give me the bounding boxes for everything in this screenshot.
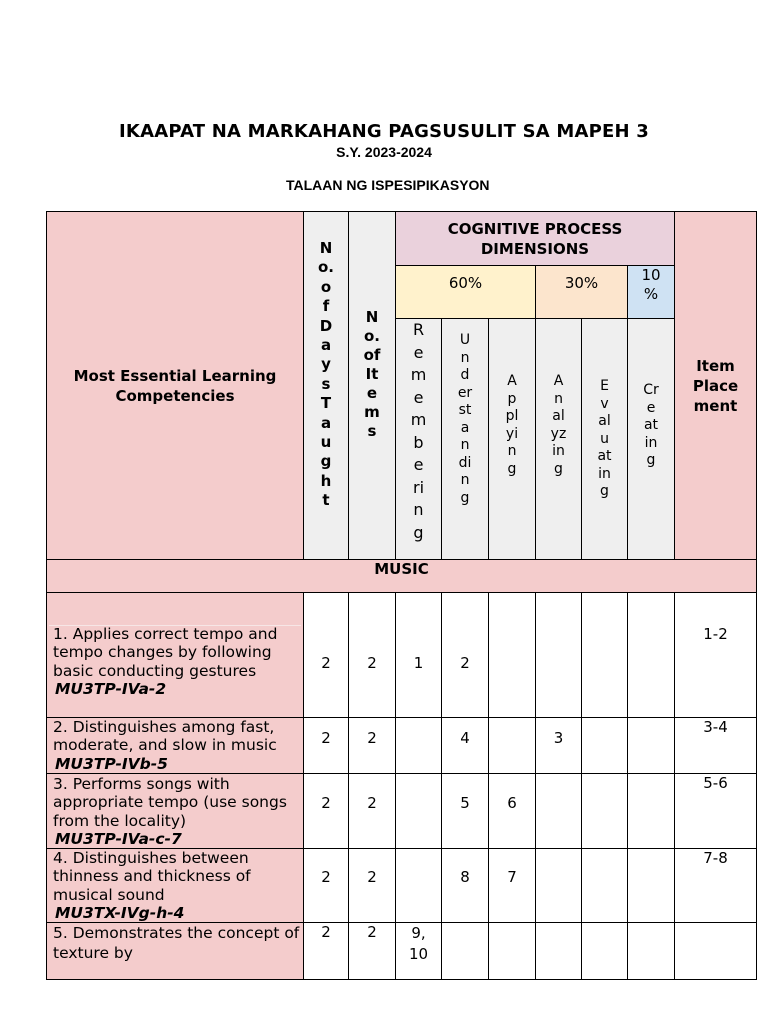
analyzing-value-3 xyxy=(536,774,581,794)
understanding-cell-1 xyxy=(441,592,489,718)
understanding-value-2: 4 xyxy=(460,729,470,747)
header-understanding xyxy=(441,318,489,560)
header-days-taught xyxy=(303,211,349,560)
days-value-4: 2 xyxy=(321,868,331,886)
header-evaluating-label: E v al u at in g xyxy=(597,378,612,499)
remembering-value-1: 1 xyxy=(413,654,424,672)
items-value-2: 2 xyxy=(367,729,377,747)
competency-cell-4 xyxy=(46,848,304,923)
applying-cell-1 xyxy=(488,592,536,718)
creating-value-1 xyxy=(628,593,674,654)
header-days-taught-label: N o. o f D a y s T a u g h t xyxy=(317,239,334,510)
creating-cell-3 xyxy=(627,773,675,849)
placement-value-3: 5-6 xyxy=(703,774,728,792)
evaluating-cell-4 xyxy=(581,848,628,923)
applying-cell-4 xyxy=(488,848,536,923)
competency-cell-5 xyxy=(46,922,304,980)
applying-cell-5 xyxy=(488,922,536,980)
header-evaluating xyxy=(581,318,628,560)
competency-text-4 xyxy=(47,849,303,922)
evaluating-cell-3 xyxy=(581,773,628,849)
document-title: IKAAPAT NA MARKAHANG PAGSUSULIT SA MAPEH 3 xyxy=(119,121,649,142)
competency-text-5 xyxy=(47,923,303,963)
remembering-cell-2 xyxy=(395,717,442,774)
header-no-of-items xyxy=(348,211,396,560)
creating-value-2 xyxy=(628,718,674,729)
evaluating-value-3 xyxy=(582,774,627,794)
analyzing-cell-5 xyxy=(535,922,582,980)
placement-cell-1 xyxy=(674,592,757,718)
competency-text-2 xyxy=(47,718,303,773)
evaluating-cell-1 xyxy=(581,592,628,718)
days-cell-1 xyxy=(303,592,349,718)
header-no-of-items-label: N o. of It e m s xyxy=(363,308,381,440)
evaluating-cell-2 xyxy=(581,717,628,774)
items-value-4: 2 xyxy=(367,868,377,886)
creating-value-4 xyxy=(628,849,674,868)
understanding-cell-2 xyxy=(441,717,489,774)
header-remembering-label: R e m e m b e ri n g xyxy=(410,320,427,542)
header-competencies-label: Most Essential Learning Competencies xyxy=(73,366,277,405)
competency-label-2: 2. Distinguishes among fast, moderate, and slow in music xyxy=(53,718,277,755)
header-creating-label: Cr e at in g xyxy=(643,382,659,468)
competency-cell-2 xyxy=(46,717,304,774)
header-30-percent: 30% xyxy=(535,265,628,319)
days-cell-3 xyxy=(303,773,349,849)
items-value-1: 2 xyxy=(367,654,377,672)
remembering-cell-1 xyxy=(395,592,442,718)
understanding-cell-5 xyxy=(441,922,489,980)
understanding-cell-4 xyxy=(441,848,489,923)
creating-value-3 xyxy=(628,774,674,794)
days-cell-2 xyxy=(303,717,349,774)
items-cell-3 xyxy=(348,773,396,849)
header-applying xyxy=(488,318,536,560)
days-value-3: 2 xyxy=(321,794,331,812)
competency-text-3 xyxy=(47,775,303,848)
days-value-5: 2 xyxy=(321,923,331,941)
understanding-value-4: 8 xyxy=(460,868,470,886)
section-music: MUSIC xyxy=(46,559,757,593)
analyzing-cell-1 xyxy=(535,592,582,718)
remembering-value-4 xyxy=(396,849,441,868)
days-cell-4 xyxy=(303,848,349,923)
analyzing-cell-3 xyxy=(535,773,582,849)
competency-code-2: MU3TP-IVb-5 xyxy=(55,754,168,773)
analyzing-cell-4 xyxy=(535,848,582,923)
header-cognitive-process-label: COGNITIVE PROCESS DIMENSIONS xyxy=(447,219,623,258)
placement-cell-2 xyxy=(674,717,757,774)
applying-value-3: 6 xyxy=(507,794,517,812)
items-cell-1 xyxy=(348,592,396,718)
analyzing-value-1 xyxy=(536,593,581,654)
placement-cell-5 xyxy=(674,922,757,980)
items-cell-4 xyxy=(348,848,396,923)
header-remembering xyxy=(395,318,442,560)
applying-value-2 xyxy=(489,718,535,729)
competency-code-1: MU3TP-IVa-2 xyxy=(55,679,167,698)
school-year: S.Y. 2023-2024 xyxy=(336,144,432,160)
competency-label-3: 3. Performs songs with appropriate tempo (use songs from the locality) xyxy=(53,775,287,830)
creating-cell-2 xyxy=(627,717,675,774)
remembering-cell-5 xyxy=(395,922,442,980)
placement-value-4: 7-8 xyxy=(703,849,728,867)
applying-value-4: 7 xyxy=(507,868,517,886)
applying-cell-2 xyxy=(488,717,536,774)
placement-cell-4 xyxy=(674,848,757,923)
competency-code-4: MU3TX-IVg-h-4 xyxy=(55,903,185,922)
creating-cell-4 xyxy=(627,848,675,923)
placement-value-2: 3-4 xyxy=(703,718,728,736)
analyzing-value-4 xyxy=(536,849,581,868)
competency-cell-1 xyxy=(46,592,304,718)
remembering-cell-4 xyxy=(395,848,442,923)
items-cell-2 xyxy=(348,717,396,774)
header-analyzing xyxy=(535,318,582,560)
remembering-value-3 xyxy=(396,774,441,794)
evaluating-value-1 xyxy=(582,593,627,654)
analyzing-cell-2 xyxy=(535,717,582,774)
header-applying-label: A p pl yi n g xyxy=(505,373,519,477)
competency-code-3: MU3TP-IVa-c-7 xyxy=(55,829,182,848)
competency-label-4: 4. Distinguishes between thinness and thickness of musical sound xyxy=(53,849,251,904)
header-item-placement-label: Item Place ment xyxy=(692,356,739,415)
days-value-2: 2 xyxy=(321,729,331,747)
understanding-value-3: 5 xyxy=(460,794,470,812)
applying-value-1 xyxy=(489,593,535,654)
remembering-value-2 xyxy=(396,718,441,729)
placement-value-1: 1-2 xyxy=(703,625,728,643)
header-creating xyxy=(627,318,675,560)
placement-cell-3 xyxy=(674,773,757,849)
understanding-value-1: 2 xyxy=(460,654,470,672)
days-cell-5 xyxy=(303,922,349,980)
competency-text-1 xyxy=(47,625,303,698)
header-item-placement xyxy=(674,211,757,560)
items-value-5: 2 xyxy=(367,923,377,941)
competency-label-5: 5. Demonstrates the concept of texture by xyxy=(53,924,300,962)
evaluating-value-2 xyxy=(582,718,627,729)
header-60-percent: 60% xyxy=(395,265,536,319)
remembering-cell-3 xyxy=(395,773,442,849)
creating-cell-1 xyxy=(627,592,675,718)
header-understanding-label: U n d er st a n di n g xyxy=(457,332,473,506)
analyzing-value-2: 3 xyxy=(553,729,564,747)
evaluating-cell-5 xyxy=(581,922,628,980)
header-analyzing-label: A n al yz in g xyxy=(550,373,567,477)
applying-cell-3 xyxy=(488,773,536,849)
table-subtitle: TALAAN NG ISPESIPIKASYON xyxy=(286,177,490,193)
competency-cell-3 xyxy=(46,773,304,849)
remembering-value-5: 9, 10 xyxy=(408,924,429,963)
days-value-1: 2 xyxy=(321,654,331,672)
header-10-percent: 10 % xyxy=(627,265,675,319)
header-cognitive-process xyxy=(395,211,675,266)
items-value-3: 2 xyxy=(367,794,377,812)
understanding-cell-3 xyxy=(441,773,489,849)
creating-cell-5 xyxy=(627,922,675,980)
competency-label-1: 1. Applies correct tempo and tempo changes by following basic conducting gestures xyxy=(53,625,278,680)
items-cell-5 xyxy=(348,922,396,980)
evaluating-value-4 xyxy=(582,849,627,868)
header-competencies xyxy=(46,211,304,560)
